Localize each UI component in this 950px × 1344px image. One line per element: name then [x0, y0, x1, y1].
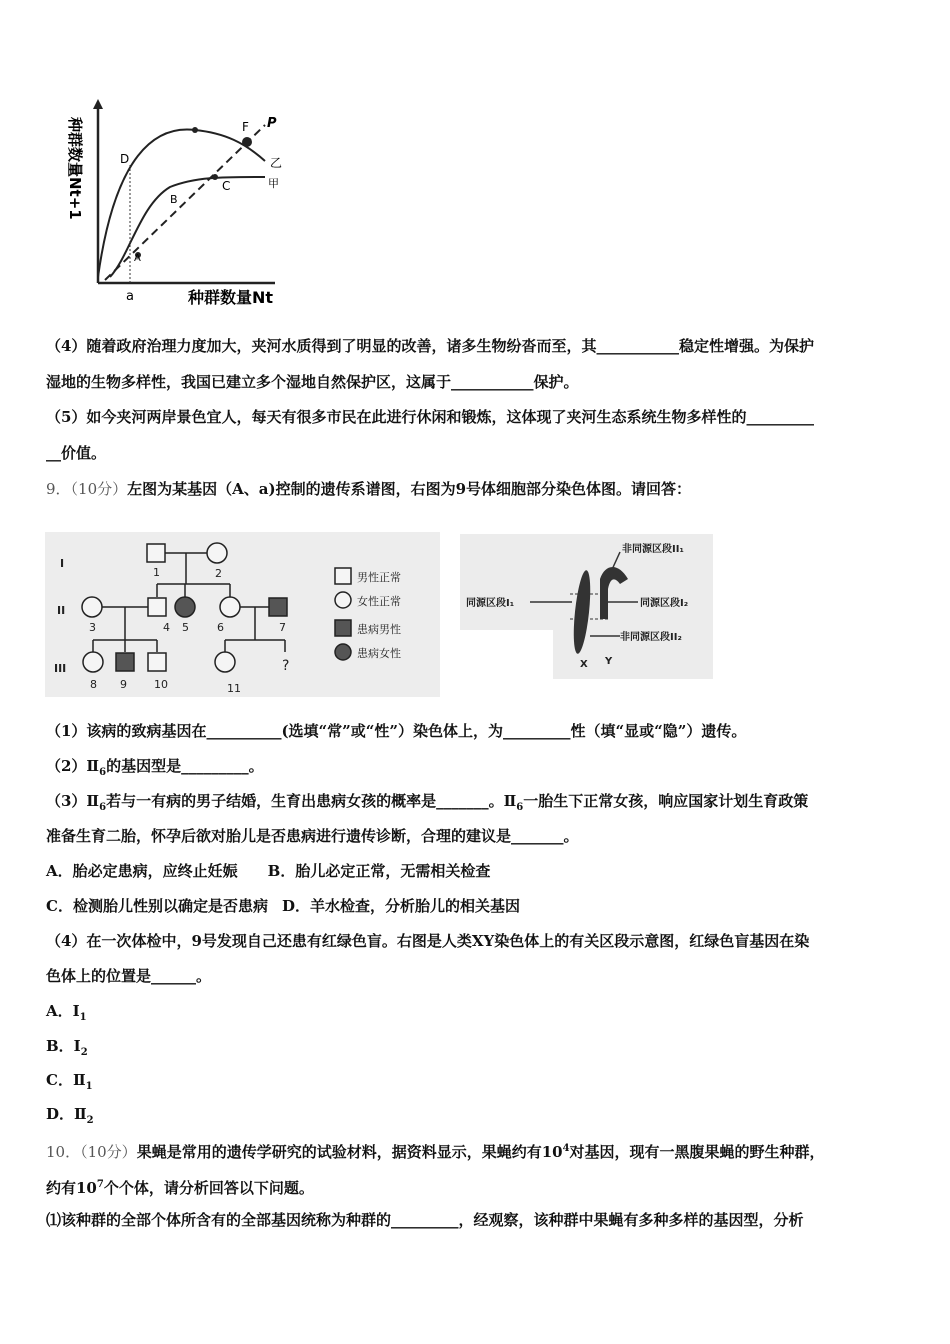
person-7 — [269, 598, 287, 616]
label-x: X — [580, 659, 588, 670]
q9-sub3-sub2: 6 — [516, 802, 524, 813]
option-b: B．胎儿必定正常，无需相关检查 — [267, 862, 491, 880]
label-nonhomologous-ii1: 非同源区段II₁ — [622, 544, 684, 555]
q10-line2-pre: 约有10 — [46, 1179, 97, 1197]
choice-a — [46, 1001, 906, 1028]
id-9: 9 — [120, 678, 127, 691]
q9-sub3-pre: （3）Ⅱ — [46, 792, 100, 810]
q10-stem-line2 — [46, 1175, 906, 1198]
q10-sup2: 7 — [96, 1179, 104, 1190]
label-y: Y — [605, 656, 613, 667]
q9-sub3-line1 — [46, 791, 906, 818]
q8-part5-line2: __价值。 — [46, 444, 107, 462]
id-4: 4 — [163, 621, 170, 634]
choice-a-sub: 1 — [79, 1012, 87, 1023]
q10-score: （10分） — [80, 1143, 137, 1161]
id-6: 6 — [217, 621, 224, 634]
line-p — [105, 125, 265, 280]
label-yi: 乙 — [270, 156, 283, 170]
id-1: 1 — [153, 566, 160, 579]
person-6 — [220, 597, 240, 617]
person-1 — [147, 544, 165, 562]
q9-sub3-mid: 若与一有病的男子结婚，生育出患病女孩的概率是_______。Ⅱ — [106, 792, 517, 810]
label-homologous-i2: 同源区段I₂ — [640, 598, 689, 609]
choice-a-label: A．I — [46, 1002, 80, 1020]
option-c: C．检测胎儿性别以确定是否患病 — [46, 897, 268, 915]
q9-options-cd — [46, 896, 906, 916]
id-2: 2 — [215, 567, 222, 580]
person-10 — [148, 653, 166, 671]
person-8 — [83, 652, 103, 672]
q9-sub2-pre: （2）Ⅱ — [46, 757, 100, 775]
q9-sub3-line2: 准备生育二胎，怀孕后欲对胎儿是否患病进行遗传诊断，合理的建议是_______。 — [46, 827, 579, 845]
q9-stem — [46, 479, 906, 499]
q8-part5-line1: （5）如今夹河两岸景色宜人，每天有很多市民在此进行休闲和锻炼，这体现了夹河生态系统生物多样性的_________ — [46, 408, 814, 426]
tick-a: a — [126, 289, 134, 304]
id-10: 10 — [154, 678, 168, 691]
q9-score: （10分） — [70, 480, 128, 498]
choice-b-label: B．I — [46, 1037, 81, 1055]
person-3 — [82, 597, 102, 617]
q10-sup1: 4 — [562, 1143, 570, 1154]
choice-d-sub: 2 — [86, 1115, 94, 1126]
choice-c-sub: 1 — [85, 1081, 93, 1092]
q10-sub1: ⑴该种群的全部个体所含有的全部基因统称为种群的_________，经观察，该种群中果蝇有多种多样的基因型，分析 — [46, 1211, 804, 1229]
q8-part4-line1: （4）随着政府治理力度加大，夹河水质得到了明显的改善，诸多生物纷沓而至，其___________稳定性增强。为保护 — [46, 337, 814, 355]
q9-sub4-line1: （4）在一次体检中，9号发现自己还患有红绿色盲。右图是人类XY染色体上的有关区段示意图，红绿色盲基因在染 — [46, 932, 810, 950]
option-d: D．羊水检查，分析胎儿的相关基因 — [281, 897, 520, 915]
q10-stem-pre: 果蝇是常用的遗传学研究的试验材料，据资料显示，果蝇约有10 — [136, 1143, 563, 1161]
q9-stem-text: 左图为某基因（A、a)控制的遗传系谱图，右图为9号体细胞部分染色体图。请回答： — [127, 480, 692, 498]
option-a: A．胎必定患病，应终止妊娠 — [46, 862, 238, 880]
population-graph — [60, 95, 310, 310]
q9-sub1: （1）该病的致病基因在__________(选填“常”或“性”）染色体上，为_________性（填“显或“隐”）遗传。 — [46, 722, 747, 740]
label-nonhomologous-ii2: 非同源区段II₂ — [620, 632, 682, 643]
point-c: C — [222, 179, 231, 193]
q9-sub3-post: 一胎生下正常女孩，响应国家计划生育政策 — [523, 792, 809, 810]
choice-c — [46, 1070, 906, 1097]
point-b: B — [170, 193, 178, 206]
choice-c-label: C．Ⅱ — [46, 1071, 86, 1089]
label-homologous-i1: 同源区段I₁ — [466, 598, 515, 609]
label-jia: 甲 — [268, 177, 279, 190]
choice-b — [46, 1036, 906, 1063]
q9-options-ab — [46, 861, 906, 881]
person-5 — [175, 597, 195, 617]
legend-female-normal: 女性正常 — [357, 595, 401, 608]
person-4 — [148, 598, 166, 616]
q8-part4-line2: 湿地的生物多样性，我国已建立多个湿地自然保护区，这属于___________保护。 — [46, 373, 579, 391]
x-label: 种群数量Nt — [188, 288, 274, 307]
legend-female-affected: 患病女性 — [357, 647, 401, 660]
id-3: 3 — [89, 621, 96, 634]
id-7: 7 — [279, 621, 286, 634]
choice-b-sub: 2 — [80, 1047, 88, 1058]
id-11: 11 — [227, 682, 241, 695]
choice-d — [46, 1104, 906, 1131]
point-f: F — [242, 120, 249, 134]
id-unknown: ? — [282, 658, 290, 674]
id-5: 5 — [182, 621, 189, 634]
point-p: P — [267, 116, 277, 131]
gen-label-2: II — [57, 604, 66, 617]
point-a: A — [134, 253, 141, 264]
q9-number: 9． — [46, 480, 71, 498]
point-d: D — [120, 152, 130, 166]
y-label: 种群数量Nt+1 — [66, 117, 84, 220]
legend-male-normal: 男性正常 — [357, 571, 401, 584]
q9-sub4-line2: 色体上的位置是______。 — [46, 967, 212, 985]
q10-number: 10． — [46, 1143, 81, 1161]
q10-line2-post: 个个体，请分析回答以下问题。 — [103, 1179, 314, 1197]
q9-sub3-sub: 6 — [99, 802, 107, 813]
q10-stem-line1 — [46, 1139, 906, 1162]
gen-label-3: III — [54, 662, 67, 675]
q10-stem-mid: 对基因，现有一黑腹果蝇的野生种群， — [569, 1143, 825, 1161]
id-8: 8 — [90, 678, 97, 691]
chromosome-figure — [460, 534, 713, 679]
person-2 — [207, 543, 227, 563]
legend-male-affected: 患病男性 — [357, 623, 401, 636]
pedigree-figure — [45, 532, 440, 697]
choice-d-label: D．Ⅱ — [46, 1105, 87, 1123]
q9-sub2 — [46, 756, 906, 783]
q9-sub2-sub: 6 — [99, 767, 107, 778]
person-11 — [215, 652, 235, 672]
person-9 — [116, 653, 134, 671]
gen-label-1: I — [60, 557, 65, 570]
q9-sub2-post: 的基因型是_________。 — [106, 757, 264, 775]
